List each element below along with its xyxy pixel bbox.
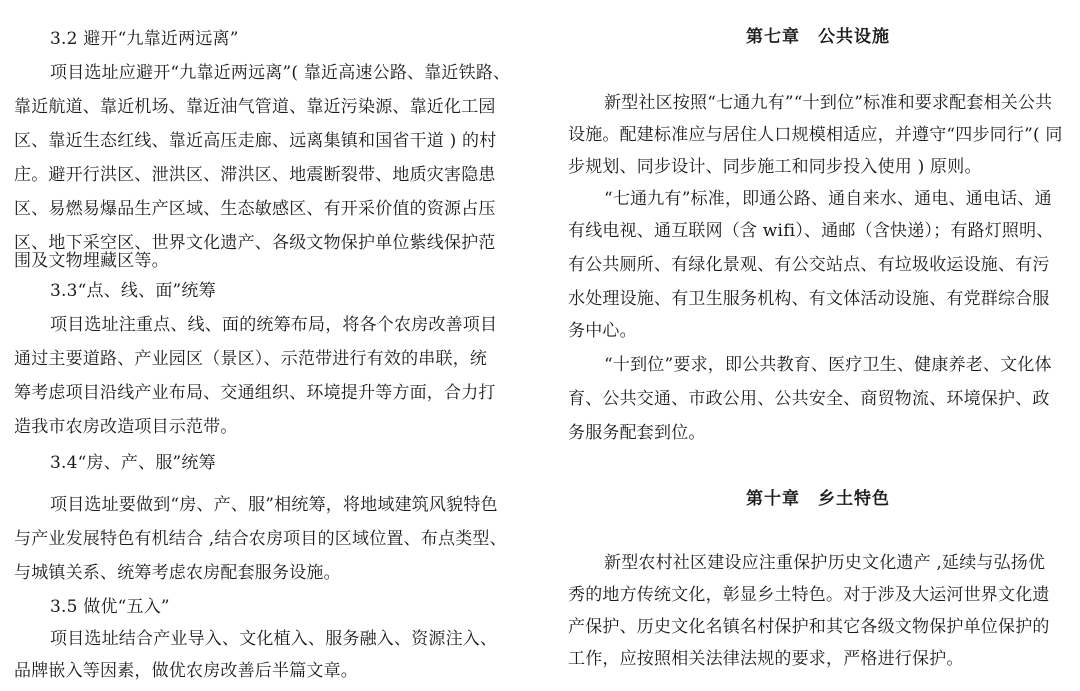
paragraph-line: 新型社区按照“七通九有”“十到位”标准和要求配套相关公共 <box>604 93 1053 113</box>
paragraph-line: 有公共厕所、有绿化景观、有公交站点、有垃圾收运设施、有污 <box>568 255 1050 275</box>
paragraph-line: 靠近航道、靠近机场、靠近油气管道、靠近污染源、靠近化工园 <box>14 97 496 117</box>
paragraph-line: 与产业发展特色有机结合 ,结合农房项目的区域位置、布点类型、 <box>14 529 507 549</box>
paragraph-line: 项目选址注重点、线、面的统筹布局，将各个农房改善项目 <box>50 315 498 335</box>
paragraph-line: 新型农村社区建设应注重保护历史文化遗产 ,延续与弘扬优 <box>604 553 1046 573</box>
paragraph-line: 围及文物埋藏区等。 <box>14 251 169 271</box>
paragraph-line: 产保护、历史文化名镇名村保护和其它各级文物保护单位保护的 <box>568 617 1050 637</box>
paragraph-line: 水处理设施、有卫生服务机构、有文体活动设施、有党群综合服 <box>568 289 1050 309</box>
section-heading-3-5: 3.5 做优“五入” <box>50 597 170 617</box>
paragraph-line: 步规划、同步设计、同步施工和同步投入使用 ) 原则。 <box>568 157 982 177</box>
paragraph-line: 品牌嵌入等因素，做优农房改善后半篇文章。 <box>14 661 358 681</box>
chapter-heading-7: 第七章 公共设施 <box>746 27 890 47</box>
paragraph-line: 务服务配套到位。 <box>568 423 706 443</box>
paragraph-line: 秀的地方传统文化，彰显乡土特色。对于涉及大运河世界文化遗 <box>568 585 1050 605</box>
paragraph-line: 区、地下采空区、世界文化遗产、各级文物保护单位紫线保护范 <box>14 233 496 253</box>
paragraph-line: 区、靠近生态红线、靠近高压走廊、远离集镇和国省干道 ) 的村 <box>14 131 497 151</box>
paragraph-line: 项目选址结合产业导入、文化植入、服务融入、资源注入、 <box>50 629 498 649</box>
section-heading-3-2: 3.2 避开“九靠近两远离” <box>50 29 239 49</box>
section-heading-3-4: 3.4“房、产、服”统筹 <box>50 453 216 473</box>
paragraph-line: 项目选址应避开“九靠近两远离”( 靠近高速公路、靠近铁路、 <box>50 63 511 83</box>
paragraph-line: 造我市农房改造项目示范带。 <box>14 417 238 437</box>
section-heading-3-3: 3.3“点、线、面”统筹 <box>50 281 216 301</box>
paragraph-line: 筹考虑项目沿线产业布局、交通组织、环境提升等方面，合力打 <box>14 383 496 403</box>
paragraph-line: 务中心。 <box>568 321 637 341</box>
paragraph-line: “七通九有”标准，即通公路、通自来水、通电、通电话、通 <box>604 189 1052 209</box>
paragraph-line: 工作，应按照相关法律法规的要求，严格进行保护。 <box>568 649 964 669</box>
chapter-heading-10: 第十章 乡土特色 <box>746 489 890 509</box>
paragraph-line: 有线电视、通互联网（含 wifi）、通邮（含快递）；有路灯照明、 <box>568 221 1054 241</box>
paragraph-line: 育、公共交通、市政公用、公共安全、商贸物流、环境保护、政 <box>568 389 1050 409</box>
paragraph-line: 通过主要道路、产业园区（景区）、示范带进行有效的串联，统 <box>14 349 488 369</box>
paragraph-line: 项目选址要做到“房、产、服”相统筹，将地域建筑风貌特色 <box>50 495 498 515</box>
paragraph-line: 设施。配建标准应与居住人口规模相适应，并遵守“四步同行”( 同 <box>568 125 1063 145</box>
paragraph-line: “十到位”要求，即公共教育、医疗卫生、健康养老、文化体 <box>604 355 1052 375</box>
paragraph-line: 区、易燃易爆品生产区域、生态敏感区、有开采价值的资源占压 <box>14 199 496 219</box>
paragraph-line: 与城镇关系、统筹考虑农房配套服务设施。 <box>14 563 341 583</box>
paragraph-line: 庄。避开行洪区、泄洪区、滞洪区、地震断裂带、地质灾害隐患 <box>14 165 496 185</box>
